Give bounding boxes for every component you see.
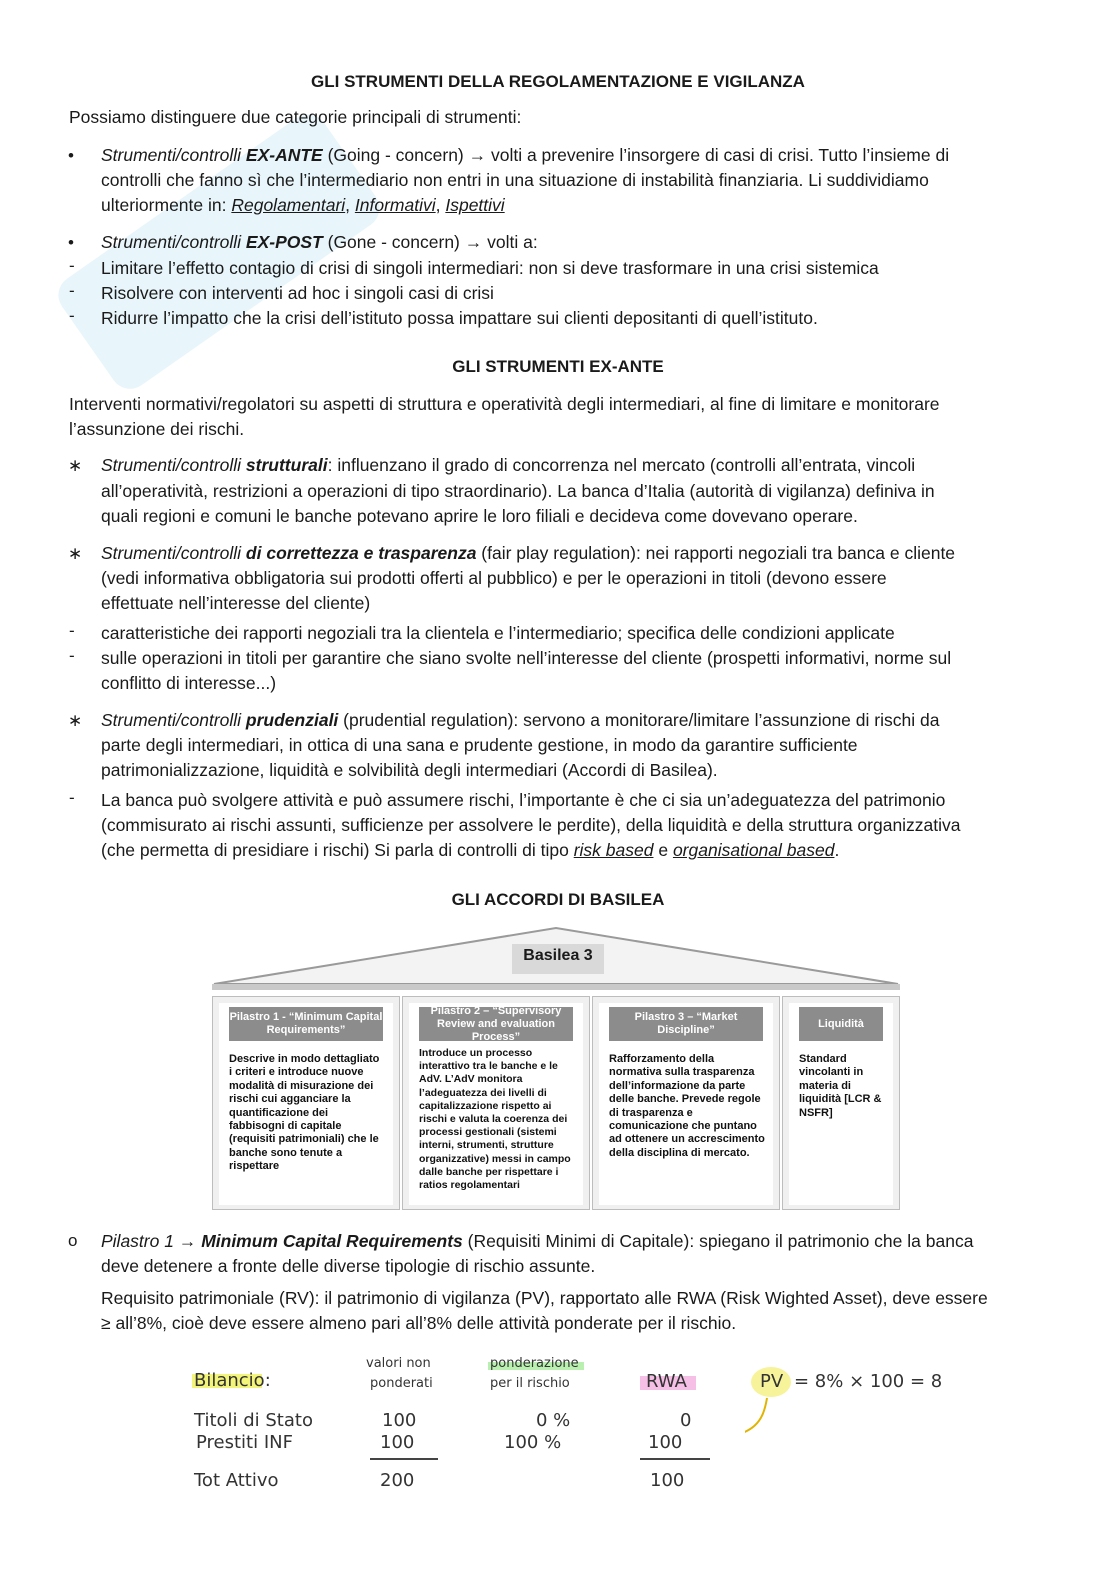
section-title: GLI ACCORDI DI BASILEA [451,890,665,909]
bullet-dot: • [68,146,74,165]
list-item: Limitare l’effetto contagio di crisi di singoli intermediari: non si deve trasformare in una crisi sistemica [101,258,879,278]
row-rwa: 0 [680,1410,692,1431]
row-weight: 100 % [504,1432,562,1453]
row-label: Titoli di Stato [194,1410,313,1431]
pillar-1 [212,996,400,1210]
pv-formula: = 8% × 100 = 8 [794,1371,943,1392]
header-valori: valori non [366,1356,431,1371]
document-page: GLI STRUMENTI DELLA REGOLAMENTAZIONE E VIGILANZA Possiamo distinguere due categorie principali di strumenti: • Strumenti/controlli EX-ANTE (Going - concern) → volti a prevenire l’insorgere di casi di crisi. Tutto l’insieme di controlli che fanno sì che l’intermediario non entri in una situazione di instabilità finanziaria. Li suddividiamo ulteriormente in: Regolamentari, Informativi, Ispettivi • Strumenti/controlli EX-POST (Gone - concern) → volti a: - Limitare l’effetto contagio di crisi di singoli intermediari: non si deve trasformare in una crisi sistemica - Risolvere con interventi ad hoc i singoli casi di crisi - Ridurre l’impatto che la crisi dell’istituto possa impattare sui clienti depositanti di quell’istituto. GLI STRUMENTI EX-ANTE Interventi normativi/regolatori su aspetti di struttura e operatività degli intermediari, al fine di limitare e monitorare l’assunzione dei rischi. ∗ Strumenti/controlli strutturali: influenzano il grado di concorrenza nel mercato (controlli all’entrata, vincoli all’operatività, restrizioni a operazioni di tipo straordinario). La banca d’Italia (autorità di vigilanza) definiva in quali regioni e comuni le banche potevano aprire le loro filiali e decideva come dovevano operare. ∗ Strumenti/controlli di correttezza e trasparenza (fair play regulation): nei rapporti negoziali tra banca e cliente (vedi informativa obbligatoria sui prodotti offerti al pubblico) e per le operazioni in titoli (devono essere effettuate nell’interesse del cliente) - caratteristiche dei rapporti negoziali tra la clientela e l’intermediario; specifica delle condizioni applicate - sulle operazioni in titoli per garantire che siano svolte nell’interesse del cliente (prospetti informativi, norme sul conflitto di interesse...) ∗ Strumenti/controlli prudenziali (prudential regulation): servono a monitorare/limitare l’assunzione di rischi da parte degli intermediari, in ottica di una sana e prudente gestione, in modo da garantire sufficiente patrimonializzazione, liquidità e solvibilità degli intermediari (Accordi di Basilea). - La banca può svolgere attività e può assumere rischi, l’importante è che ci sia un’adeguatezza del patrimonio (commisurato ai rischi assunti, sufficienze per assolvere le perdite), della liquidità e della struttura organizzativa (che permetta di presidiare i rischi) Si parla di controlli di tipo risk based e organisational based. GLI ACCORDI DI BASILEA Basilea 3 Pilastro 1 - “Minimum Capital Requirements” Descrive in modo dettagliato i criteri e introduce nuove modalità di misurazione dei rischi cui agganciare la quantificazione dei fabbisogni di capitale (requisiti patrimoniali) che le banche sono tenute a rispettare Pilastro 2 – “Supervisory Review and evaluation Process” Introduce un processo interattivo tra le banche e le AdV. L’AdV monitora l’adeguatezza dei livelli di capitalizzazione rispetto ai rischi e valuta la coerenza dei processi gestionali (sistemi interni, strumenti, strutture organizzative) messi in campo dalle banche per rispettare i ratios regolamentari Pilastro 3 – “Market Discipline” Rafforzamento della normativa sulla trasparenza dell’informazione da parte delle banche. Prevede regole di trasparenza e comunicazione che puntano ad ottenere un accrescimento della disciplina di mercato. Liquidità Standard vincolanti in materia di liquidità [LCR & NSFR] o Pilastro 1 → Minimum Capital Requirements (Requisiti Minimi di Capitale): spiegano il patrimonio che la banca deve detenere a fronte delle diverse tipologie di rischio assunte. Requisito patrimoniale (RV): il patrimonio di vigilanza (PV), rapportato alle RWA (Risk Wighted Asset), deve essere ≥ all’8%, cioè deve essere almeno pari all’8% delle attività ponderate per il rischio. Bilancio: valori non ponderati ponderazione per il rischio RWA PV = 8% × 100 = 8 Titoli di Stato 100 0 % 0 Prestiti INF 100 100 % 100 Tot Attivo 200 100 [0,0,1116,1579]
strutturali-line3: quali regioni e comuni le banche potevano aprire le loro filiali e decideva come dovevano operare. [101,506,858,526]
list-item: La banca può svolgere attività e può assumere rischi, l’importante è che ci sia un’adeguatezza del patrimonio [101,790,946,810]
requisito-line2: ≥ all’8%, cioè deve essere almeno pari all’8% delle attività ponderate per il rischio. [101,1313,737,1333]
list-item: Ridurre l’impatto che la crisi dell’istituto possa impattare sui clienti depositanti di quell’istituto. [101,308,818,328]
pilastro1-line1: Pilastro 1 → Minimum Capital Requirements (Requisiti Minimi di Capitale): spiegano il patrimonio che la banca [101,1231,974,1251]
row-label: Prestiti INF [196,1432,293,1453]
pv-label: PV [760,1371,784,1392]
section2-intro: Interventi normativi/regolatori su aspetti di struttura e operatività degli intermediari, al fine di limitare e monitorare [69,394,940,414]
section-title: GLI STRUMENTI EX-ANTE [452,357,664,376]
sum-line [640,1458,710,1460]
section-title: GLI STRUMENTI DELLA REGOLAMENTAZIONE E VIGILANZA [311,72,805,91]
correttezza-line3: effettuate nell’interesse del cliente) [101,593,371,613]
list-item: caratteristiche dei rapporti negoziali tra la clientela e l’intermediario; specifica delle condizioni applicate [101,623,895,643]
requisito-line1: Requisito patrimoniale (RV): il patrimonio di vigilanza (PV), rapportato alle RWA (Risk Wighted Asset), deve essere [101,1288,988,1308]
pilastro1-line2: deve detenere a fronte delle diverse tipologie di rischio assunte. [101,1256,596,1276]
bilancio-label: Bilancio: [194,1370,271,1391]
row-value: 100 [380,1432,415,1453]
intro-text: Possiamo distinguere due categorie principali di strumenti: [69,107,522,127]
header-ponderazione: per il rischio [490,1376,570,1391]
pillar-2 [402,996,590,1210]
total-value: 200 [380,1470,415,1491]
pillar-body: Standard vincolanti in materia di liquidità [LCR & NSFR] [799,1053,882,1119]
row-value: 100 [382,1410,417,1431]
prudenziali-line2: parte degli intermediari, in ottica di una sana e prudente gestione, in modo da garantire sufficiente [101,735,858,755]
basilea-diagram [212,926,900,1210]
pillar-body: Rafforzamento della normativa sulla trasparenza dell’informazione da parte delle banche. Prevede regole di trasparenza e comunicazione che puntano ad ottenere un accrescimento della disciplina di mercato. [609,1053,765,1159]
pillar-header: Pilastro 2 – “Supervisory Review and evaluation Process” [419,1007,573,1041]
exante-line1: Strumenti/controlli EX-ANTE (Going - concern) → volti a prevenire l’insorgere di casi di crisi. Tutto l’insieme di [101,145,950,165]
list-item-cont: (commisurato ai rischi assunti, sufficienze per assolvere le perdite), della liquidità e della struttura organizzativa [101,815,961,835]
correttezza-line2: (vedi informativa obbligatoria sui prodotti offerti al pubblico) e per le operazioni in titoli (devono essere [101,568,887,588]
list-item: Risolvere con interventi ad hoc i singoli casi di crisi [101,283,494,303]
strutturali-line2: all’operatività, restrizioni a operazioni di tipo straordinario). La banca d’Italia (autorità di vigilanza) definiva in [101,481,935,501]
list-item: sulle operazioni in titoli per garantire che siano svolte nell’interesse del cliente (prospetti informativi, norme sul [101,648,952,668]
asterisk-marker: ∗ [68,456,83,475]
total-label: Tot Attivo [194,1470,279,1491]
strutturali-line1: Strumenti/controlli strutturali: influenzano il grado di concorrenza nel mercato (controlli all’entrata, vincoli [101,455,916,475]
pillar-header: Pilastro 3 – “Market Discipline” [609,1007,763,1041]
exante-line3: ulteriormente in: Regolamentari, Informativi, Ispettivi [101,195,505,215]
sum-line [370,1458,438,1460]
pillar-header: Pilastro 1 - “Minimum Capital Requirements” [229,1007,383,1041]
list-item-cont: (che permetta di presidiare i rischi) Si parla di controlli di tipo risk based e organisational based. [101,840,840,860]
pillar-3 [592,996,780,1210]
pillar-body: Introduce un processo interattivo tra le banche e le AdV. L’AdV monitora l’adeguatezza dei livelli di capitalizzazione rispetto ai rischi e valuta la coerenza dei processi gestionali (sistemi interni, strumenti, strutture organizzative) messi in campo dalle banche per rispettare i ratios regolamentari [419,1047,571,1192]
asterisk-marker: ∗ [68,711,83,730]
pillar-body: Descrive in modo dettagliato i criteri e introduce nuove modalità di misurazione dei rischi cui agganciare la quantificazione dei fabbisogni di capitale (requisiti patrimoniali) che le banche sono tenute a rispettare [229,1053,380,1173]
header-rwa: RWA [646,1371,687,1392]
circle-marker: o [68,1231,78,1250]
expost-line: Strumenti/controlli EX-POST (Gone - concern) → volti a: [101,232,538,252]
pillar-header: Liquidità [799,1007,883,1041]
section2-intro: l’assunzione dei rischi. [69,419,245,439]
total-rwa: 100 [650,1470,685,1491]
header-ponderazione: ponderazione [490,1356,579,1371]
prudenziali-line3: patrimonializzazione, liquidità e solvibilità degli intermediari (Accordi di Basilea). [101,760,718,780]
header-valori: ponderati [370,1376,433,1391]
list-item-cont: conflitto di interesse...) [101,673,277,693]
pillar-liquidita [782,996,900,1210]
exante-line2: controlli che fanno sì che l’intermediario non entri in una situazione di instabilità finanziaria. Li suddividiamo [101,170,929,190]
bullet-dot: • [68,233,74,252]
roof-label: Basilea 3 [523,947,593,964]
correttezza-line1: Strumenti/controlli di correttezza e trasparenza (fair play regulation): nei rapporti negoziali tra banca e cliente [101,543,956,563]
prudenziali-line1: Strumenti/controlli prudenziali (prudential regulation): servono a monitorare/limitare l’assunzione di rischi da [101,710,940,730]
row-weight: 0 % [536,1410,571,1431]
asterisk-marker: ∗ [68,544,83,563]
row-rwa: 100 [648,1432,683,1453]
